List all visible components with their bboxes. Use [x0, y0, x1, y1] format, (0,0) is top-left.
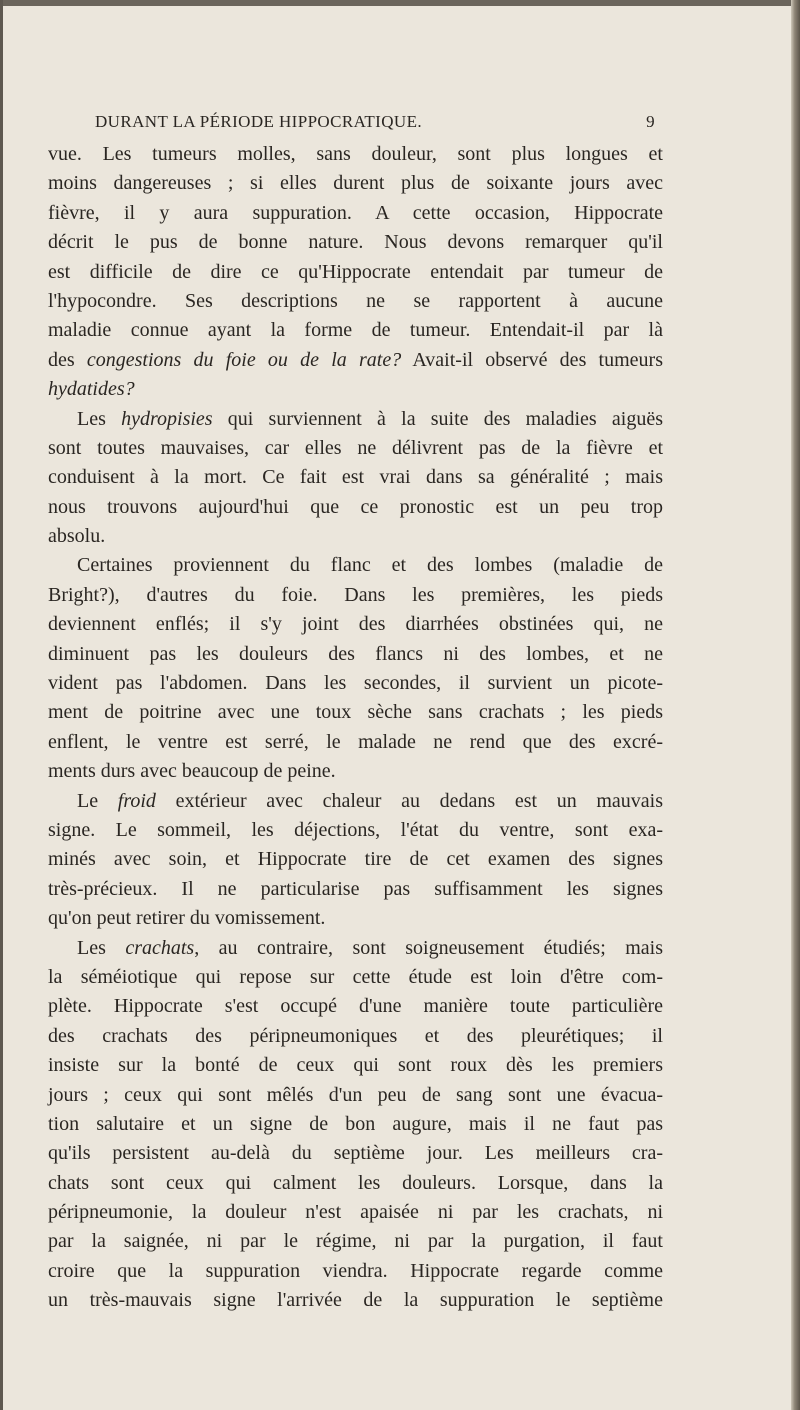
- line-text: ment de poitrine avec une toux sèche sans crachats ; les pieds: [48, 701, 663, 724]
- line-text: un très-mauvais signe l'arrivée de la suppuration le septième: [48, 1289, 663, 1312]
- line-text: enflent, le ventre est serré, le malade ne rend que des excré-: [48, 730, 663, 753]
- text-line: [48, 463, 663, 492]
- line-text: vident pas l'abdomen. Dans les secondes, il survient un picote-: [48, 672, 663, 695]
- page-number: 9: [646, 112, 655, 131]
- italic-term: hydatides?: [48, 378, 135, 401]
- body-text: [48, 140, 663, 1316]
- line-text: qui surviennent à la suite des maladies aiguës: [212, 407, 663, 430]
- line-text: chats sont ceux qui calment les douleurs. Lorsque, dans la: [48, 1171, 663, 1194]
- text-line: [48, 1022, 663, 1051]
- text-line: [48, 551, 663, 580]
- line-text: qu'ils persistent au-delà du septième jour. Les meilleurs cra-: [48, 1142, 663, 1165]
- text-line: [48, 787, 663, 816]
- text-line: [48, 875, 663, 904]
- text-line: [48, 1286, 663, 1315]
- line-text: la séméiotique qui repose sur cette étude est loin d'être com-: [48, 965, 663, 988]
- line-text: maladie connue ayant la forme de tumeur. Entendait-il par là: [48, 319, 663, 342]
- text-line: [48, 140, 663, 169]
- line-text: signe. Le sommeil, les déjections, l'état du ventre, sont exa-: [48, 818, 663, 841]
- line-text: Avait-il observé des tumeurs: [401, 348, 663, 371]
- text-line: [48, 258, 663, 287]
- text-line: [48, 169, 663, 198]
- italic-term: congestions du foie ou de la rate?: [86, 348, 402, 371]
- text-line: [48, 434, 663, 463]
- line-text: jours ; ceux qui sont mêlés d'un peu de sang sont une évacua-: [48, 1083, 663, 1106]
- line-text: l'hypocondre. Ses descriptions ne se rapportent à aucune: [48, 289, 663, 312]
- line-text: insiste sur la bonté de ceux qui sont roux dès les premiers: [48, 1054, 663, 1077]
- line-text: ments durs avec beaucoup de peine.: [48, 760, 336, 783]
- line-text: plète. Hippocrate s'est occupé d'une manière toute particulière: [48, 995, 663, 1018]
- text-line: [48, 816, 663, 845]
- line-text: par la saignée, ni par le régime, ni par la purgation, il faut: [48, 1230, 663, 1253]
- line-text: extérieur avec chaleur au dedans est un mauvais: [155, 789, 664, 812]
- line-text: deviennent enflés; il s'y joint des diarrhées obstinées qui, ne: [48, 613, 663, 636]
- text-line: [48, 375, 663, 404]
- line-text: Certaines proviennent du flanc et des lombes (maladie de: [77, 554, 663, 577]
- text-line: [48, 405, 663, 434]
- page-right-edge: [791, 0, 800, 1410]
- text-line: [48, 610, 663, 639]
- line-text: Les: [77, 407, 122, 430]
- line-text: très-précieux. Il ne particularise pas suffisamment les signes: [48, 877, 663, 900]
- text-line: [48, 1198, 663, 1227]
- text-line: [48, 963, 663, 992]
- line-text: diminuent pas les douleurs des flancs ni des lombes, et ne: [48, 642, 663, 665]
- text-line: [48, 992, 663, 1021]
- text-line: [48, 346, 663, 375]
- line-text: conduisent à la mort. Ce fait est vrai dans sa généralité ; mais: [48, 466, 663, 489]
- line-text: est difficile de dire ce qu'Hippocrate entendait par tumeur de: [48, 260, 663, 283]
- page-left-edge: [0, 0, 3, 1410]
- text-line: [48, 698, 663, 727]
- text-line: [48, 1257, 663, 1286]
- line-text: des crachats des péripneumoniques et des pleurétiques; il: [48, 1024, 663, 1047]
- text-line: [48, 757, 663, 786]
- text-line: [48, 904, 663, 933]
- text-line: [48, 581, 663, 610]
- italic-term: froid: [117, 789, 156, 812]
- text-line: [48, 493, 663, 522]
- text-line: [48, 1081, 663, 1110]
- italic-term: hydropisies: [121, 407, 213, 430]
- line-text: moins dangereuses ; si elles durent plus de soixante jours avec: [48, 172, 663, 195]
- running-title: DURANT LA PÉRIODE HIPPOCRATIQUE.: [95, 112, 423, 131]
- line-text: tion salutaire et un signe de bon augure, mais il ne faut pas: [48, 1112, 663, 1135]
- running-head: [95, 112, 655, 134]
- line-text: péripneumonie, la douleur n'est apaisée ni par les crachats, ni: [48, 1201, 663, 1224]
- line-text: Les: [77, 936, 126, 959]
- line-text: absolu.: [48, 525, 106, 548]
- text-line: [48, 669, 663, 698]
- text-line: [48, 522, 663, 551]
- line-text: vue. Les tumeurs molles, sans douleur, sont plus longues et: [48, 143, 663, 165]
- page-top-edge: [0, 0, 800, 6]
- line-text: sont toutes mauvaises, car elles ne délivrent pas de la fièvre et: [48, 436, 663, 459]
- italic-term: crachats: [125, 936, 195, 959]
- line-text: , au contraire, sont soigneusement étudiés; mais: [194, 936, 663, 959]
- line-text: Bright?), d'autres du foie. Dans les premières, les pieds: [48, 583, 663, 606]
- text-line: [48, 287, 663, 316]
- line-text: croire que la suppuration viendra. Hippocrate regarde comme: [48, 1259, 663, 1282]
- text-line: [48, 845, 663, 874]
- text-line: [48, 316, 663, 345]
- text-line: [48, 1169, 663, 1198]
- line-text: des: [48, 348, 87, 371]
- text-line: [48, 1227, 663, 1256]
- line-text: qu'on peut retirer du vomissement.: [48, 907, 326, 930]
- line-text: décrit le pus de bonne nature. Nous devons remarquer qu'il: [48, 231, 663, 254]
- line-text: fièvre, il y aura suppuration. A cette occasion, Hippocrate: [48, 201, 663, 224]
- line-text: minés avec soin, et Hippocrate tire de cet examen des signes: [48, 848, 663, 871]
- text-line: [48, 1139, 663, 1168]
- text-line: [48, 199, 663, 228]
- text-line: [48, 934, 663, 963]
- line-text: nous trouvons aujourd'hui que ce pronostic est un peu trop: [48, 495, 663, 518]
- line-text: Le: [77, 789, 118, 812]
- text-line: [48, 1051, 663, 1080]
- text-line: [48, 1110, 663, 1139]
- text-line: [48, 228, 663, 257]
- text-line: [48, 640, 663, 669]
- text-line: [48, 728, 663, 757]
